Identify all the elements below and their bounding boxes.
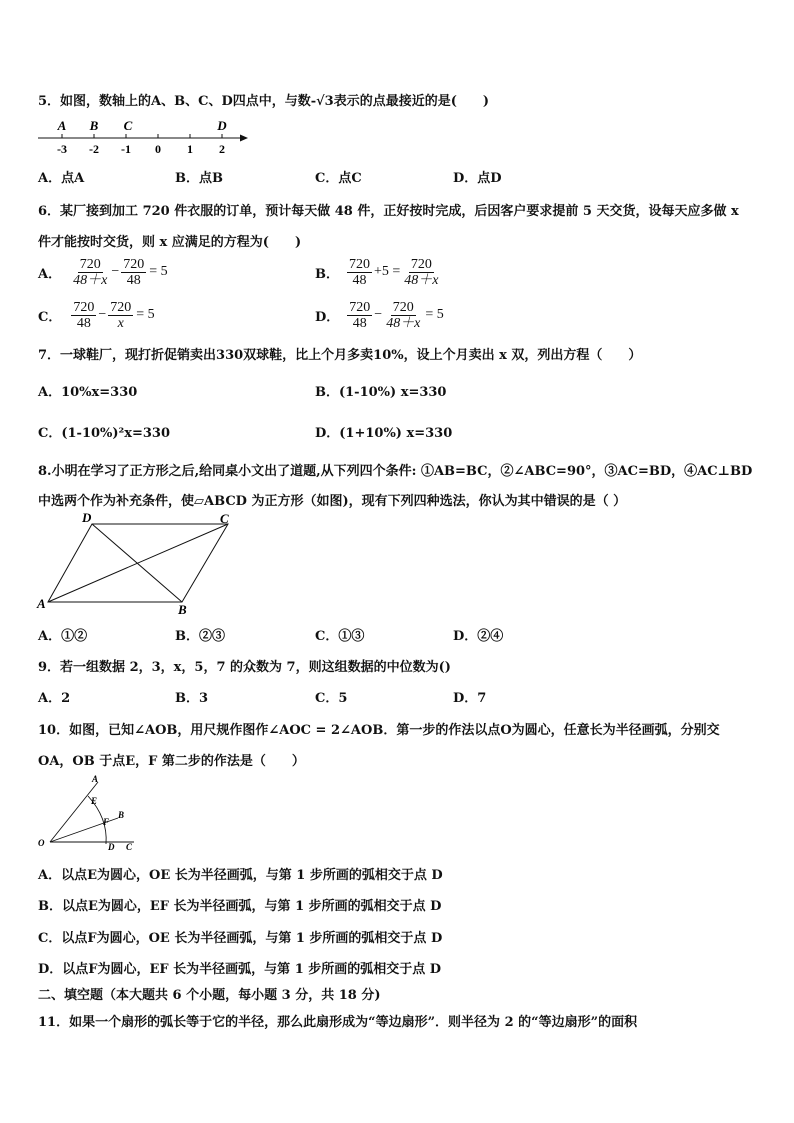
label-e: E [91,796,98,806]
q9-option-a[interactable]: A．2 [38,691,71,706]
diagonal-bd [92,524,182,602]
q8-stem-line2: 中选两个作为补充条件，使▱ABCD 为正方形（如图)，现有下列四种选法，你认为其中错误的是（ ） [38,494,627,509]
q11-stem: 11．如果一个扇形的弧长等于它的半径，那么此扇形成为“等边扇形”．则半径为 2 的“等边扇形”的面积 [38,1015,638,1030]
q6-option-c-label: C． [38,309,62,325]
label-c: C [126,842,133,852]
q5-option-b[interactable]: B．点B [175,171,223,186]
q8-parallelogram-figure [34,510,244,618]
point-label-b: B [89,118,99,133]
q6-option-c[interactable]: C． $\frac{720}{48}$ − $\frac{720}{x}$ = 5 [38,299,155,331]
q9-option-b[interactable]: B．3 [175,691,209,706]
q8-option-d[interactable]: D．②④ [453,629,504,644]
q6-option-a[interactable]: A． $\frac{720}{48+x}$ − $\frac{720}{48}$ = 5 [38,256,168,288]
q9-option-c[interactable]: C．5 [315,691,348,706]
point-label-a: A [57,118,67,133]
q6-option-d-label: D． [315,309,340,325]
tick-label: 0 [155,142,161,156]
q6-stem-line2: 件才能按时交货，则 x 应满足的方程为( ) [38,235,302,250]
q10-option-a[interactable]: A．以点E为圆心，OE 长为半径画弧，与第 1 步所画的弧相交于点 D [38,868,443,883]
q10-option-b[interactable]: B．以点E为圆心，EF 长为半径画弧，与第 1 步所画的弧相交于点 D [38,899,442,914]
vertex-label-a: A [37,596,46,611]
label-a: A [92,774,99,784]
q5-option-c[interactable]: C．点C [315,171,362,186]
q7-option-c[interactable]: C．(1-10%)²x=330 [38,426,171,441]
tick-label: 2 [219,142,225,156]
q6-stem-line1: 6．某厂接到加工 720 件衣服的订单，预计每天做 48 件，正好按时完成，后因客户要求提前 5 天交货，设每天应多做 x [38,204,739,219]
label-o: O [38,838,45,848]
diagonal-ac [48,524,228,602]
q5-option-d[interactable]: D．点D [453,171,502,186]
q10-stem-line1: 10．如图，已知∠AOB，用尺规作图作∠AOC = 2∠AOB．第一步的作法以点O为圆心，任意长为半径画弧，分别交 [38,723,720,738]
tick-label: -1 [121,142,131,156]
vertex-label-b: B [178,602,187,617]
vertex-label-d: D [82,510,92,525]
q7-option-a[interactable]: A．10%x=330 [38,385,138,400]
q6-option-b[interactable]: B． $\frac{720}{48}$ +5 = $\frac{720}{48+x}$ [315,256,439,288]
fraction: $\frac{720}{48+x}$ [386,299,421,331]
fraction: $\frac{720}{48}$ [73,299,95,331]
tick-label: -3 [57,142,67,156]
fraction: $\frac{720}{48}$ [349,299,371,331]
q10-stem-line2: OA，OB 于点E，F 第二步的作法是（ ） [38,754,305,769]
q6-option-b-label: B． [315,266,339,282]
q9-stem: 9．若一组数据 2，3，x，5，7 的众数为 7，则这组数据的中位数为() [38,660,451,675]
fraction: $\frac{720}{48+x}$ [404,256,439,288]
q8-option-c[interactable]: C．①③ [315,629,365,644]
q5-number-line [34,116,254,158]
section-heading-fill-in: 二、填空题（本大题共 6 个小题，每小题 3 分，共 18 分) [38,988,381,1003]
fraction: $\frac{720}{48}$ [349,256,370,288]
q5-option-a[interactable]: A．点A [38,171,85,186]
q7-stem: 7．一球鞋厂，现打折促销卖出330双球鞋，比上个月多卖10%，设上个月卖出 x 双，列出方程（ ） [38,348,642,363]
q10-option-c[interactable]: C．以点F为圆心，OE 长为半径画弧，与第 1 步所画的弧相交于点 D [38,931,443,946]
fraction: $\frac{720}{48+x}$ [73,256,108,288]
fraction: $\frac{720}{48}$ [123,256,145,288]
q8-stem-line1: 8.小明在学习了正方形之后,给同桌小文出了道题,从下列四个条件: ①AB=BC，②∠ABC=90°，③AC=BD，④AC⊥BD [38,464,753,479]
q10-angle-figure [34,772,144,854]
ray-oa [50,782,98,842]
q7-option-b[interactable]: B．(1-10%) x=330 [315,385,447,400]
point-label-c: C [123,118,133,133]
tick-label: -2 [89,142,99,156]
q6-option-a-label: A． [38,266,62,282]
label-f: F [103,817,110,827]
q7-option-d[interactable]: D．(1+10%) x=330 [315,426,453,441]
q6-option-d[interactable]: D． $\frac{720}{48}$ − $\frac{720}{48+x}$ = 5 [315,299,444,331]
point-label-d: D [217,118,227,133]
label-d: D [108,842,115,852]
q8-option-a[interactable]: A．①② [38,629,88,644]
q8-option-b[interactable]: B．②③ [175,629,225,644]
q10-option-d[interactable]: D．以点F为圆心，EF 长为半径画弧，与第 1 步所画的弧相交于点 D [38,962,442,977]
number-line-arrow [240,135,248,142]
q5-stem: 5．如图，数轴上的A、B、C、D四点中，与数-√3表示的点最接近的是( ) [38,94,490,109]
vertex-label-c: C [220,511,229,526]
fraction: $\frac{720}{x}$ [110,299,132,331]
q9-option-d[interactable]: D．7 [453,691,487,706]
tick-label: 1 [187,142,193,156]
label-b: B [118,810,125,820]
